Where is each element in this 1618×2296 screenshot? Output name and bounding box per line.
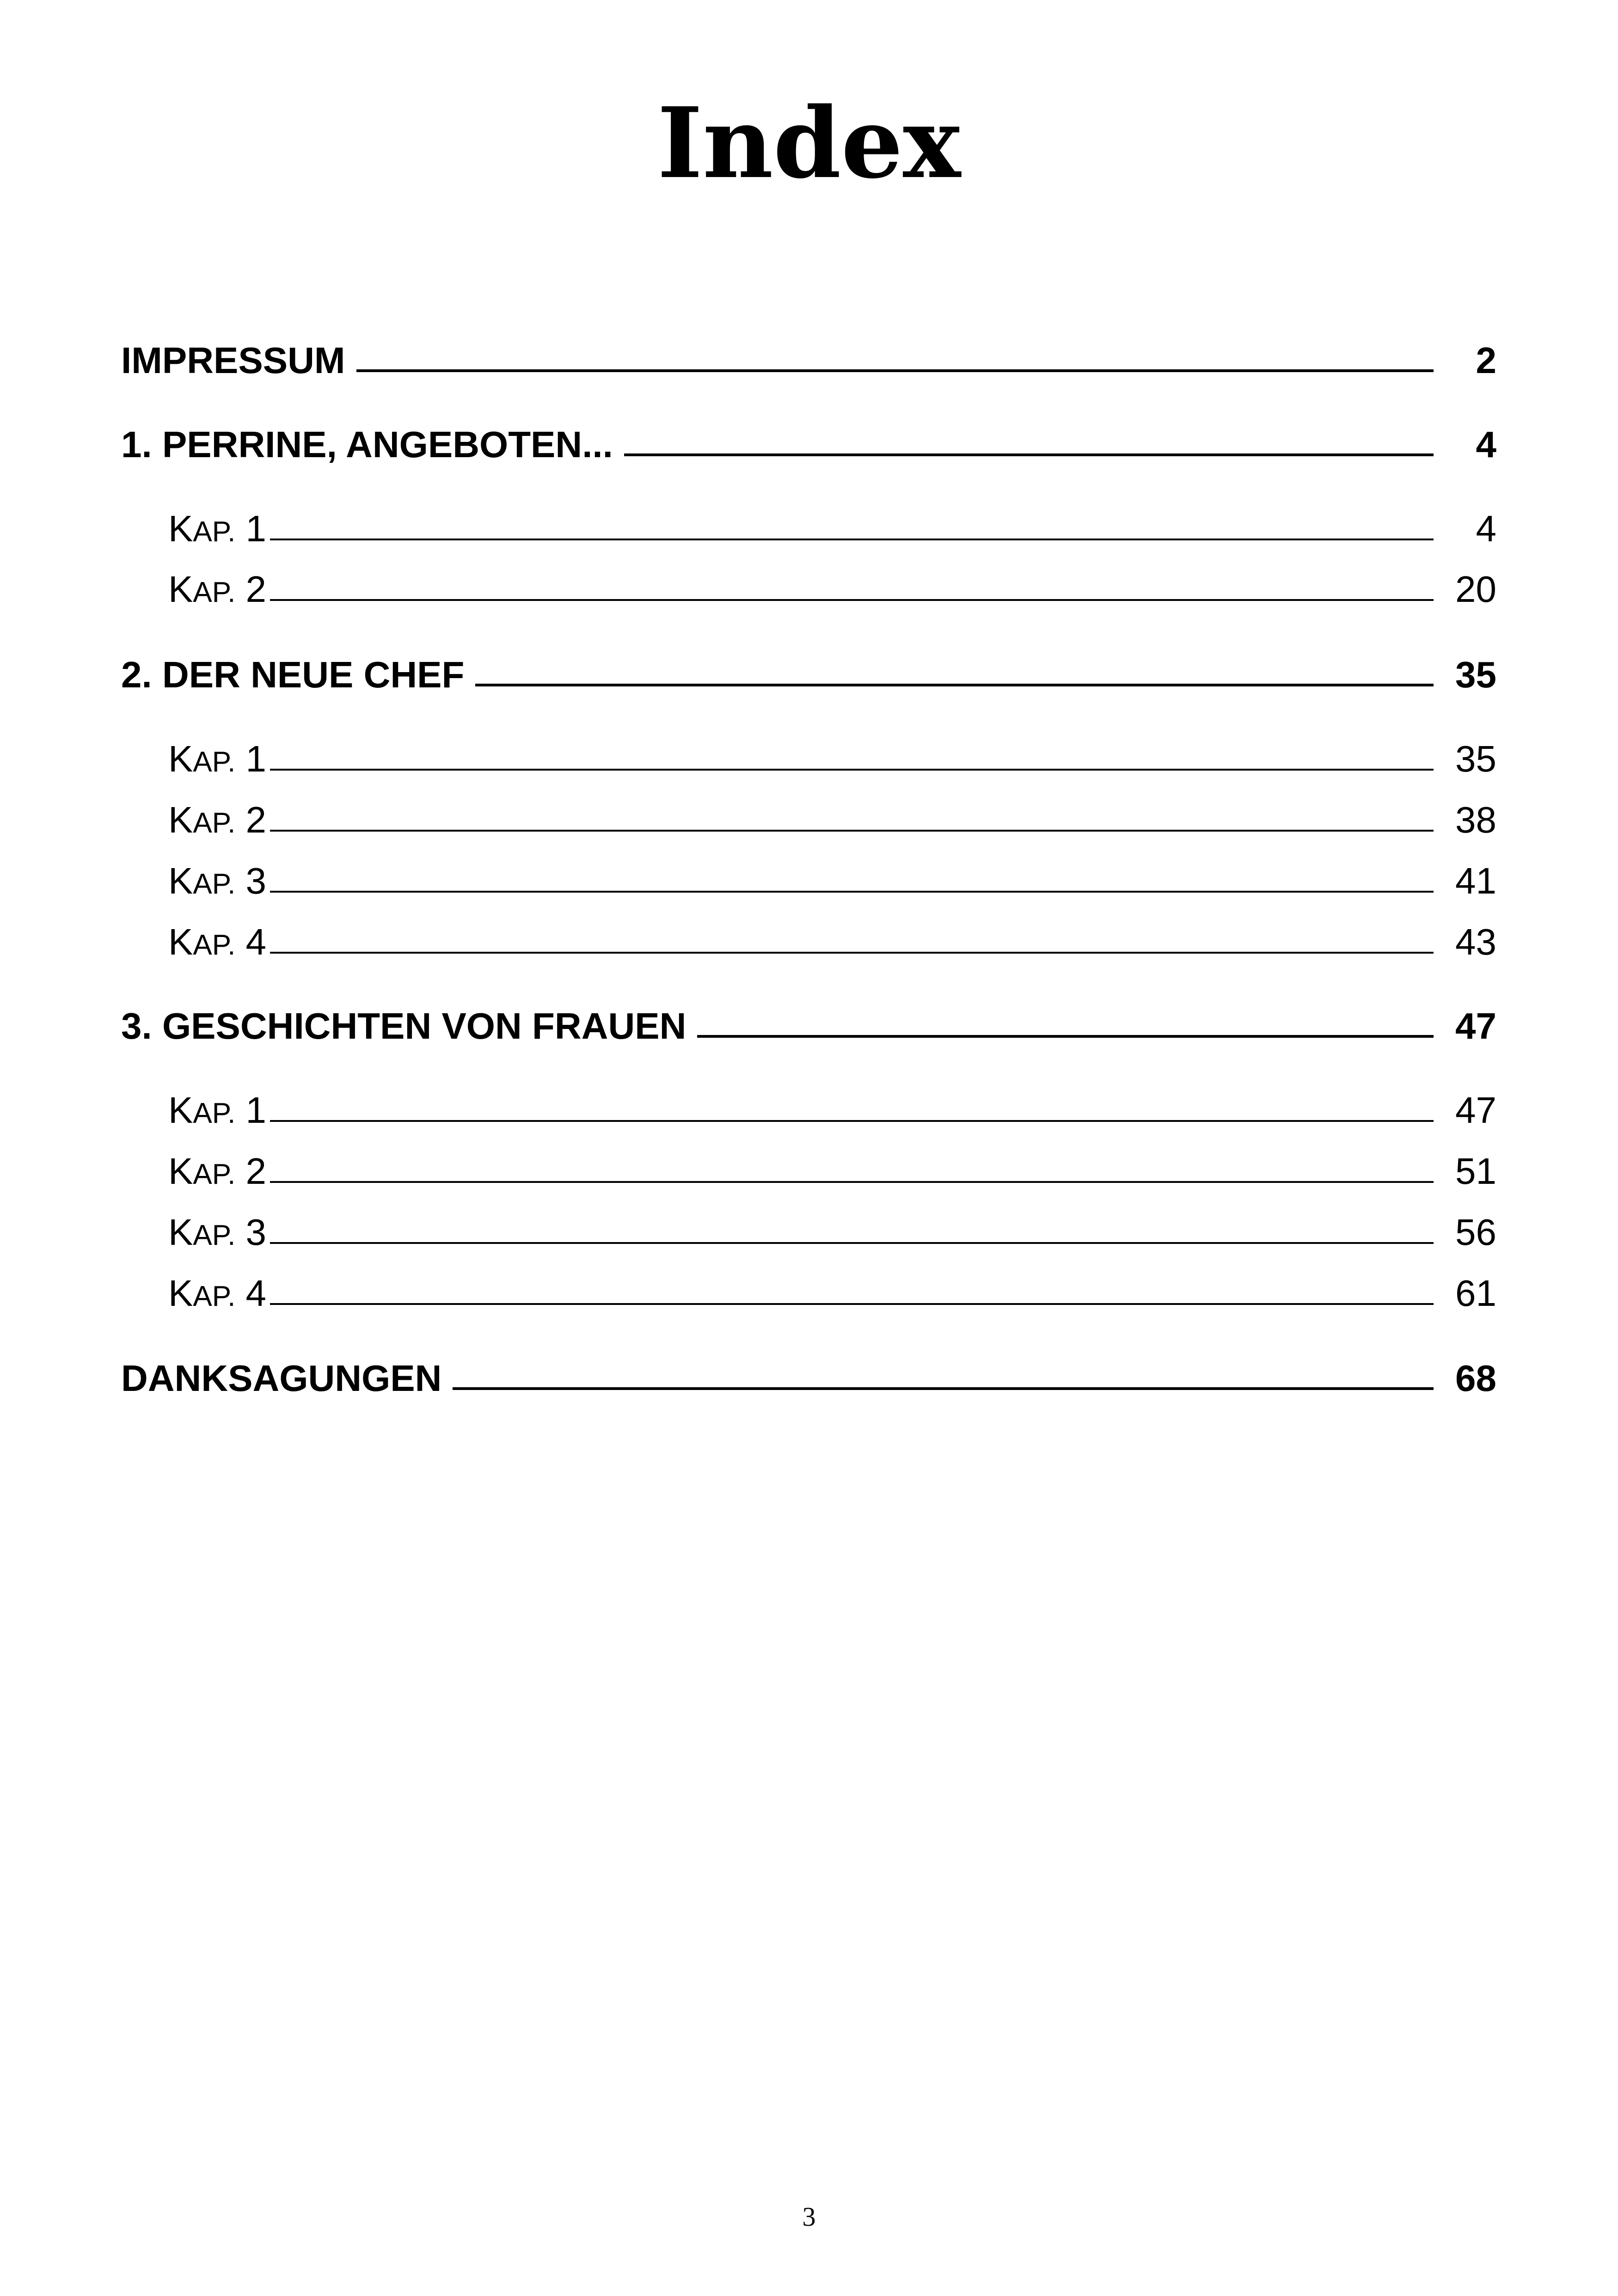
leader-line bbox=[475, 684, 1434, 686]
leader-line bbox=[624, 453, 1434, 456]
toc-entry-label: DANKSAGUNGEN bbox=[121, 1358, 442, 1399]
leader-line bbox=[270, 599, 1434, 601]
toc-entry-page: 35 bbox=[1455, 654, 1496, 695]
toc-subentry-label: KAP. 2 bbox=[168, 1151, 267, 1192]
toc-subentry[interactable] bbox=[168, 731, 1496, 787]
toc-entry-page: 51 bbox=[1455, 1151, 1496, 1192]
toc-entry-danksagungen[interactable] bbox=[121, 1351, 1496, 1406]
leader-line bbox=[697, 1035, 1434, 1038]
leader-line bbox=[270, 1181, 1434, 1183]
toc-subentry-label: KAP. 1 bbox=[168, 508, 267, 549]
toc-subentry[interactable] bbox=[168, 1205, 1496, 1260]
toc-entry-label: 1. PERRINE, ANGEBOTEN... bbox=[121, 424, 613, 465]
leader-line bbox=[270, 952, 1434, 954]
toc-entry-page: 20 bbox=[1455, 569, 1496, 610]
toc-entry-impressum[interactable] bbox=[121, 333, 1496, 388]
toc-entry-part-1[interactable] bbox=[121, 417, 1496, 472]
toc-entry-page: 38 bbox=[1455, 799, 1496, 840]
toc-entry-page: 61 bbox=[1455, 1273, 1496, 1314]
toc-subentry[interactable] bbox=[168, 562, 1496, 617]
leader-line bbox=[270, 1242, 1434, 1244]
toc-subentry[interactable] bbox=[168, 501, 1496, 557]
toc-subentry-label: KAP. 4 bbox=[168, 921, 267, 962]
toc-entry-label: 3. GESCHICHTEN VON FRAUEN bbox=[121, 1005, 686, 1047]
toc-subentry-label: KAP. 1 bbox=[168, 738, 267, 779]
toc-entry-page: 4 bbox=[1476, 424, 1496, 465]
toc-subentry-label: KAP. 4 bbox=[168, 1273, 267, 1314]
toc-subentry[interactable] bbox=[168, 1083, 1496, 1138]
leader-line bbox=[356, 369, 1434, 372]
toc-entry-page: 35 bbox=[1455, 738, 1496, 779]
toc-subentry[interactable] bbox=[168, 1144, 1496, 1199]
toc-entry-page: 47 bbox=[1455, 1090, 1496, 1131]
toc-entry-part-2[interactable] bbox=[121, 647, 1496, 703]
toc-entry-page: 4 bbox=[1476, 508, 1496, 549]
toc-subentry-label: KAP. 2 bbox=[168, 569, 267, 610]
toc-entry-page: 43 bbox=[1455, 921, 1496, 962]
toc-entry-page: 68 bbox=[1455, 1358, 1496, 1399]
toc-subentry-label: KAP. 3 bbox=[168, 860, 267, 901]
toc-subentry-label: KAP. 1 bbox=[168, 1090, 267, 1131]
toc-entry-label: IMPRESSUM bbox=[121, 340, 345, 381]
toc-subentry-label: KAP. 3 bbox=[168, 1212, 267, 1253]
leader-line bbox=[270, 891, 1434, 893]
toc-subentry[interactable] bbox=[168, 914, 1496, 970]
toc-entry-page: 47 bbox=[1455, 1005, 1496, 1047]
page-number: 3 bbox=[802, 2202, 816, 2232]
toc-entry-page: 56 bbox=[1455, 1212, 1496, 1253]
toc-subentry[interactable] bbox=[168, 1266, 1496, 1321]
toc-subentry[interactable] bbox=[168, 853, 1496, 909]
leader-line bbox=[270, 769, 1434, 771]
toc-entry-part-3[interactable] bbox=[121, 998, 1496, 1054]
page-title: Index bbox=[657, 86, 961, 200]
toc-entry-page: 41 bbox=[1455, 860, 1496, 901]
leader-line bbox=[270, 830, 1434, 832]
toc-subentry-label: KAP. 2 bbox=[168, 799, 267, 840]
toc-entry-page: 2 bbox=[1476, 340, 1496, 381]
leader-line bbox=[270, 539, 1434, 540]
toc-entry-label: 2. DER NEUE CHEF bbox=[121, 654, 465, 695]
toc-subentry[interactable] bbox=[168, 792, 1496, 848]
leader-line bbox=[453, 1387, 1434, 1390]
leader-line bbox=[270, 1120, 1434, 1122]
leader-line bbox=[270, 1303, 1434, 1305]
